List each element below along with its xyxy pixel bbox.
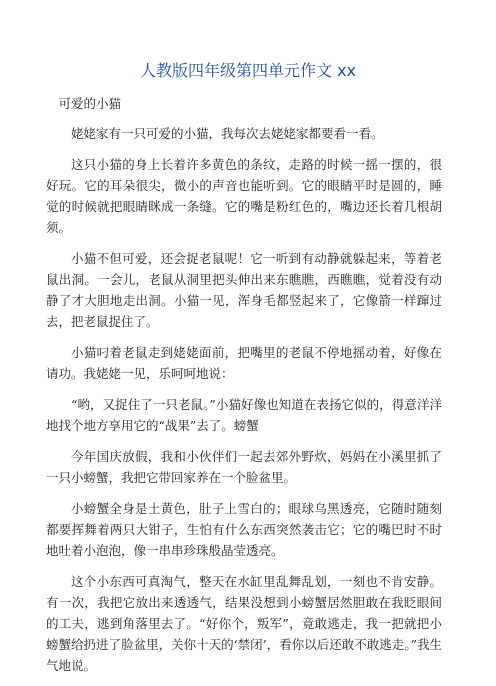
paragraph: 今年国庆放假，我和小伙伴们一起去郊外野炊，妈妈在小溪里抓了一只小螃蟹，我把它带回家养在一个脸盆里。 xyxy=(46,449,442,485)
document-title: 人教版四年级第四单元作文 xx xyxy=(139,61,357,80)
paragraph: 小猫不但可爱，还会捉老鼠呢！它一听到有动静就躲起来，等着老鼠出洞。一会儿，老鼠从洞里把头伸出来东瞧瞧，西瞧瞧，觉着没有动静了才大胆地走出洞。小猫一见，浑身毛都竖起来了，它像箭一样蹿过去，把老鼠捉住了。 xyxy=(46,251,442,329)
paragraph: 小螃蟹全身是土黄色，肚子上雪白的；眼球乌黑透亮，它随时随刻都要挥舞着两只大钳子，生怕有什么东西突然袭击它；它的嘴巴时不时地吐着小泡泡，像一串串珍珠般晶莹透亮。 xyxy=(46,501,442,558)
paragraph: 姥姥家有一只可爱的小猫，我每次去姥姥家都要看一看。 xyxy=(71,126,384,141)
paragraph: 小猫叼着老鼠走到姥姥面前，把嘴里的老鼠不停地摇动着，好像在请功。我姥姥一见，乐呵呵地说： xyxy=(46,345,442,381)
paragraph: 这只小猫的身上长着许多黄色的条纹，走路的时候一摇一摆的，很好玩。它的耳朵很尖，微小的声音也能听到。它的眼睛平时是圆的，睡觉的时候就把眼睛眯成一条缝。它的嘴是粉红色的，嘴边还长着几根胡须。 xyxy=(46,157,442,235)
paragraph: “哟，又捉住了一只老鼠。”小猫好像也知道在表扬它似的，得意洋洋地找个地方享用它的“战果”去了。螃蟹 xyxy=(46,397,442,433)
document-body xyxy=(46,93,442,686)
essay-subtitle: 可爱的小猫 xyxy=(58,96,122,111)
paragraph: 这个小东西可真淘气，整天在水缸里乱舞乱划，一刻也不肯安静。有一次，我把它放出来透透气，结果没想到小螃蟹居然胆敢在我眨眼间的工夫，逃到角落里去了。“好你个，叛军”，竟敢逃走，我一把就把小螃蟹给扔进了脸盆里，关你十天的‘禁闭’，看你以后还敢不敢逃走。”我生气地说。 xyxy=(46,574,442,673)
